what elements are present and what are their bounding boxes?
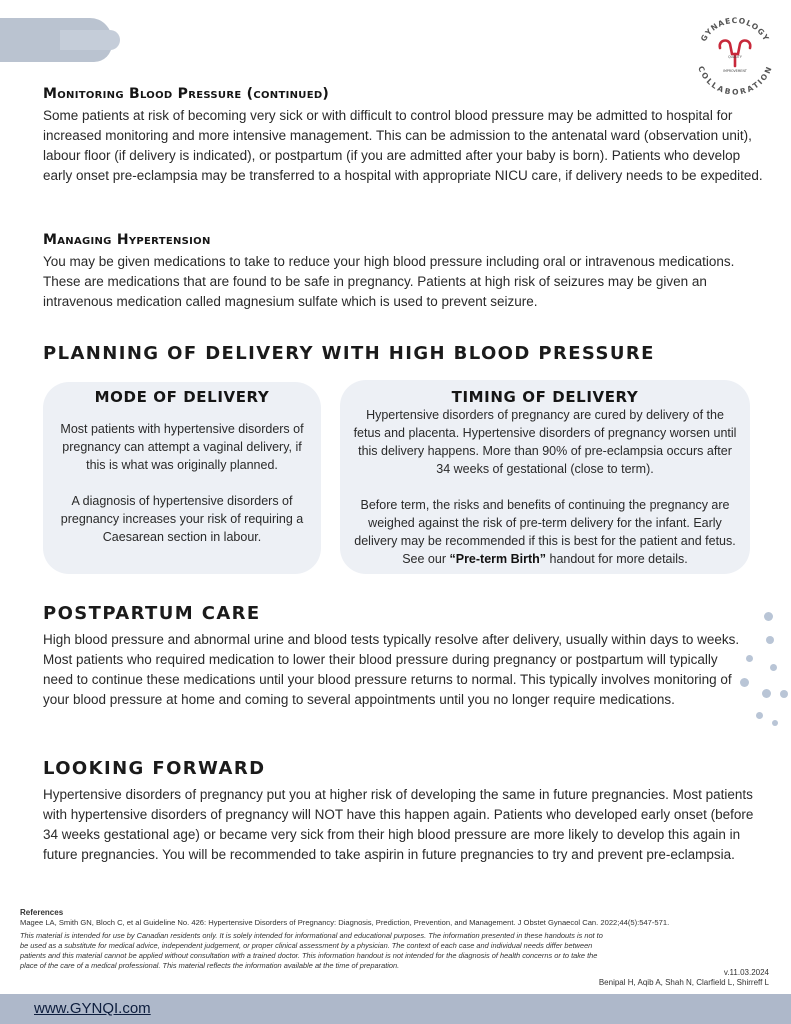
preterm-birth-handout-reference: “Pre-term Birth” — [449, 552, 547, 566]
postpartum-body: High blood pressure and abnormal urine and blood tests typically resolve after delivery, usually within days to weeks. Most patients who required medication to lower their blood pressure during pregnancy or postpartum will typically need to continue these medications until your blood pressure returns to normal. This typically involves monitoring of your blood pressure at home and coming to several appointments until you no longer require medications. — [43, 632, 740, 707]
timing-paragraph-1: Hypertensive disorders of pregnancy are cured by delivery of the fetus and placenta. Hypertensive disorders of pregnancy worsen until this delivery happens. More than 90% of pre-eclampsia occurs after 34 weeks of gestational (close to term). — [353, 408, 737, 476]
mode-of-delivery-card — [43, 382, 321, 574]
decorative-dot — [766, 636, 774, 644]
version-label: v.11.03.2024 — [723, 968, 769, 977]
looking-forward-heading: LOOKING FORWARD — [43, 758, 266, 779]
website-link[interactable]: www.GYNQI.com — [34, 1000, 151, 1017]
mode-heading: MODE OF DELIVERY — [94, 388, 270, 406]
decorative-dot — [762, 689, 771, 698]
disclaimer-text: This material is intended for use by Canadian residents only. It is solely intended for informational and educational purposes. The information presented in these handouts is not to be used as a substitute for medical advice, independent judgement, or proper clinical assessment by a physician. The context of each case and individual needs differ between patients and this material cannot be applied without consultation with a trained doctor. This information handout is not intended for the diagnosis of health concerns or to take the place of the care of a medical professional. This material reflects the information available at the time of preparation. — [20, 931, 603, 970]
decorative-dot — [780, 690, 788, 698]
planning-heading: PLANNING OF DELIVERY WITH HIGH BLOOD PRESSURE — [43, 343, 655, 364]
timing-p2-text: Before term, the risks and benefits of continuing the pregnancy are weighed against the risk of pre-term delivery for the infant. Early delivery may be recommended if this is best for the patient and fetus. See our — [354, 498, 736, 566]
timing-of-delivery-card — [340, 380, 750, 574]
references-section — [20, 908, 780, 971]
references-citation: Magee LA, Smith GN, Bloch C, et al Guideline No. 426: Hypertensive Disorders of Pregnancy: Diagnosis, Prediction, Prevention, and Management. J Obstet Gynaecol Can. 2022;44(5):547-571. — [20, 918, 670, 927]
postpartum-heading: POSTPARTUM CARE — [43, 603, 261, 624]
references-title: References — [20, 908, 64, 917]
gynaecology-collaboration-logo — [690, 10, 780, 100]
mode-paragraph-2: A diagnosis of hypertensive disorders of pregnancy increases your risk of requiring a Caesarean section in labour. — [60, 494, 304, 544]
timing-heading: TIMING OF DELIVERY — [451, 388, 639, 406]
monitoring-body: Some patients at risk of becoming very sick or with difficult to control blood pressure may be admitted to hospital for increased monitoring and more intensive management. This can be admission to the antenatal ward (observation unit), labour floor (if delivery is indicated), or postpartum (if you are admitted after your baby is born). Patients who develop early onset pre-eclampsia may be transferred to a hospital with appropriate NICU care, if delivery needs to be expedited. — [43, 108, 763, 183]
decorative-dot — [764, 612, 773, 621]
timing-paragraph-2 — [352, 496, 738, 568]
looking-forward-body: Hypertensive disorders of pregnancy put you at higher risk of developing the same in future pregnancies. Most patients with hypertensive disorders of pregnancy will NOT have this happen again. Patients who developed early onset (before 34 weeks gestational age) or became very sick from their high blood pressure are more likely to develop this again in future pregnancies. You will be recommended to take aspirin in future pregnancies to try and prevent pre-eclampsia. — [43, 787, 754, 862]
decorative-dot — [756, 712, 763, 719]
footer-bar — [0, 994, 791, 1024]
logo-top-text: GYNAECOLOGY — [698, 15, 772, 43]
logo-inner-top: QUALITY — [728, 55, 742, 59]
authors-label: Benipal H, Aqib A, Shah N, Clarfield L, Shirreff L — [598, 978, 769, 987]
monitoring-heading: Monitoring Blood Pressure (continued) — [43, 86, 330, 102]
decorative-dot — [772, 720, 778, 726]
timing-p2-suffix: handout for more details. — [546, 552, 688, 566]
mode-paragraph-1: Most patients with hypertensive disorders of pregnancy can attempt a vaginal delivery, if this is what was originally planned. — [60, 422, 304, 472]
managing-body: You may be given medications to take to reduce your high blood pressure including oral or intravenous medications. These are medications that are found to be safe in pregnancy. Patients at high risk of seizures may be given an intravenous medication called magnesium sulfate which is used to prevent seizure. — [43, 254, 735, 309]
version-and-authors — [599, 968, 769, 988]
uterus-symbol-icon — [720, 41, 751, 66]
decorative-dot — [746, 655, 753, 662]
logo-inner-bottom: IMPROVEMENT — [723, 69, 747, 73]
header-brush-decoration-2 — [60, 30, 120, 50]
managing-heading: Managing Hypertension — [43, 232, 211, 248]
logo-bottom-text: COLLABORATION — [696, 64, 774, 97]
decorative-dot — [770, 664, 777, 671]
